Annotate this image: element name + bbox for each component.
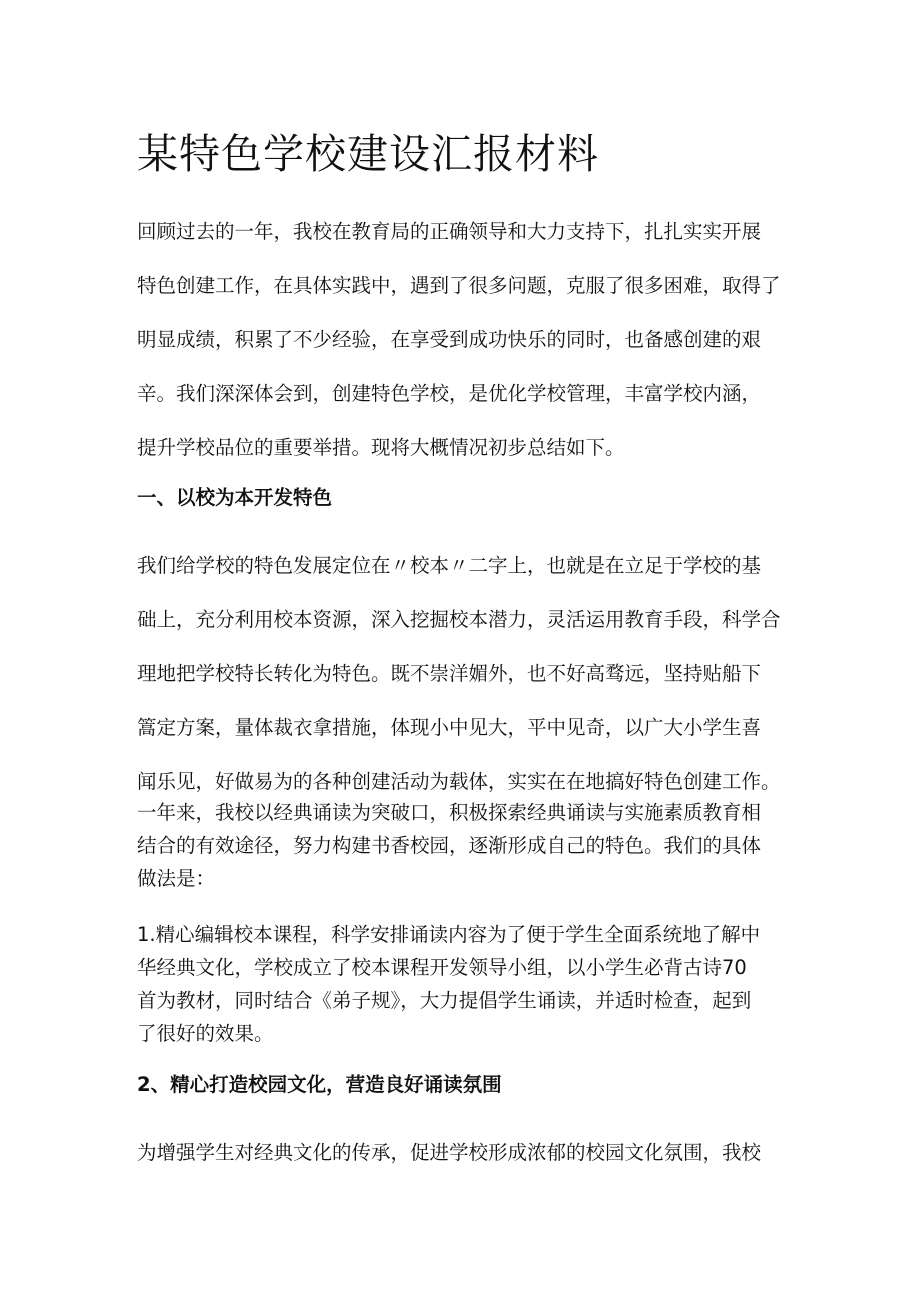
section1-heading: 一、以校为本开发特色 bbox=[137, 486, 333, 509]
paragraph-line: 回顾过去的一年，我校在教育局的正确领导和大力支持下，扎扎实实开展 bbox=[137, 220, 762, 243]
paragraph-line: 理地把学校特长转化为特色。既不崇洋媚外，也不好高骛远，坚持贴船下 bbox=[137, 662, 762, 685]
paragraph-line: 提升学校品位的重要举措。现将大概情况初步总结如下。 bbox=[137, 436, 625, 459]
intro-paragraph bbox=[137, 205, 797, 475]
paragraph-line: 我们给学校的特色发展定位在〃校本〃二字上，也就是在立足于学校的基 bbox=[137, 554, 762, 577]
paragraph-line: 了很好的效果。 bbox=[137, 1022, 274, 1045]
paragraph-line: 为增强学生对经典文化的传承，促进学校形成浓郁的校园文化氛围，我校 bbox=[137, 1141, 762, 1164]
document-title: 某特色学校建设汇报材料 bbox=[137, 130, 599, 178]
paragraph-line: 明显成绩，积累了不少经验，在享受到成功快乐的同时，也备感创建的艰 bbox=[137, 328, 762, 351]
paragraph-line: 首为教材，同时结合《弟子规》，大力提倡学生诵读，并适时检查，起到 bbox=[137, 989, 752, 1012]
paragraph-line: 闻乐见，好做易为的各种创建活动为载体，实实在在地搞好特色创建工作。 bbox=[137, 770, 781, 793]
paragraph-line: 辛。我们深深体会到，创建特色学校，是优化学校管理，丰富学校内涵， bbox=[137, 382, 762, 405]
paragraph-line: 1.精心编辑校本课程，科学安排诵读内容为了便于学生全面系统地了解中 bbox=[137, 923, 761, 946]
item2-heading: 2、精心打造校园文化，营造良好诵读氛围 bbox=[137, 1073, 502, 1096]
paragraph-line: 结合的有效途径，努力构建书香校园，逐渐形成自己的特色。我们的具体 bbox=[137, 834, 762, 857]
paragraph-line: 一年来，我校以经典诵读为突破口，积极探索经典诵读与实施素质教育相 bbox=[137, 801, 762, 824]
paragraph-line: 做法是： bbox=[137, 867, 216, 890]
paragraph-line: 篙定方案，量体裁衣拿措施，体现小中见大，平中见奇，以广大小学生喜 bbox=[137, 716, 762, 739]
item2-paragraph bbox=[137, 1126, 797, 1180]
paragraph-line: 特色创建工作，在具体实践中，遇到了很多问题，克服了很多困难，取得了 bbox=[137, 274, 781, 297]
section1-paragraph bbox=[137, 539, 797, 809]
item1-paragraph bbox=[137, 918, 797, 1050]
paragraph-line: 华经典文化，学校成立了校本课程开发领导小组，以小学生必背古诗70 bbox=[137, 956, 747, 979]
paragraph-line: 础上，充分利用校本资源，深入挖掘校本潜力，灵活运用教育手段，科学合 bbox=[137, 608, 781, 631]
section1-followup-paragraph bbox=[137, 796, 797, 895]
